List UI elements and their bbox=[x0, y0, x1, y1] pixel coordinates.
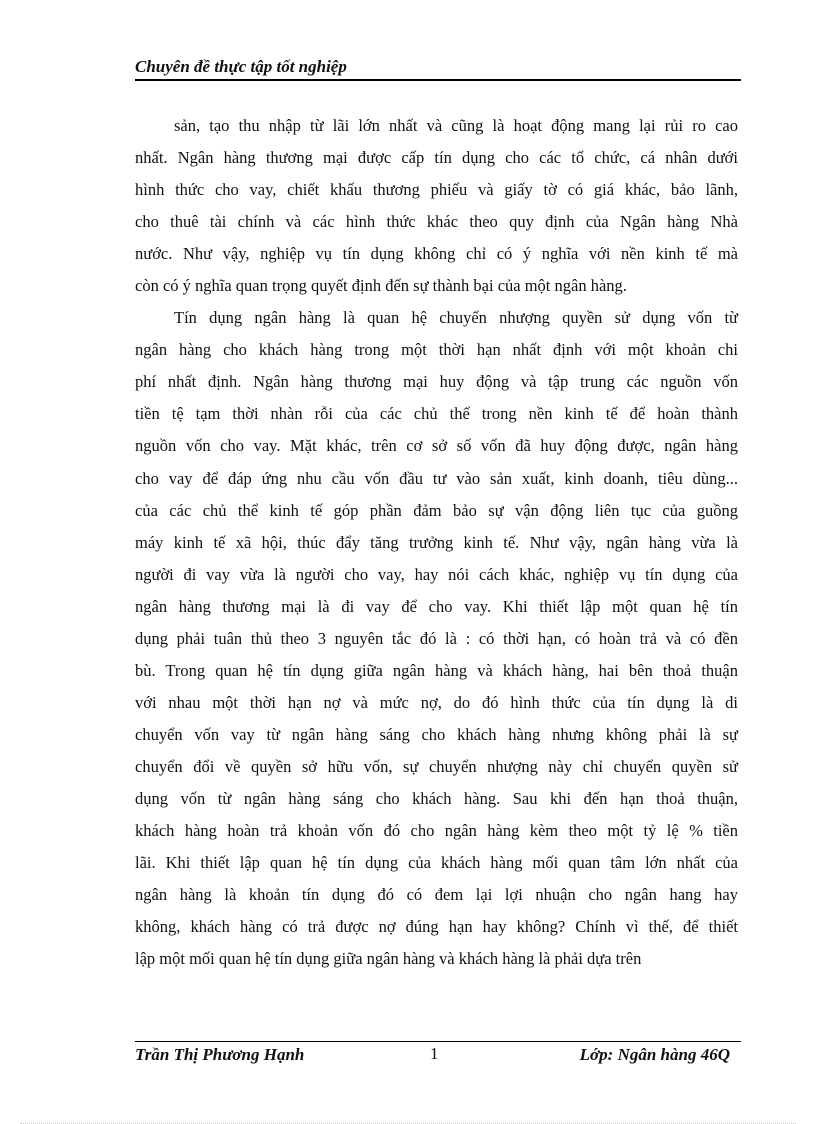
text-line: cho thuê tài chính và các hình thức khác theo quy định của Ngân hàng Nhà bbox=[135, 212, 738, 232]
text-line: ngân hàng thương mại là đi vay để cho vay. Khi thiết lập một quan hệ tín bbox=[135, 596, 738, 616]
text-line: không, khách hàng có trả được nợ đúng hạn hay không? Chính vì thế, để thiết bbox=[135, 917, 738, 937]
text-line: khách hàng hoàn trả khoản vốn đó cho ngân hàng kèm theo một tỷ lệ % tiền bbox=[135, 821, 738, 841]
text-line: ngân hàng là khoản tín dụng đó có đem lại lợi nhuận cho ngân hang hay bbox=[135, 885, 738, 905]
text-line: người đi vay vừa là người cho vay, hay nói cách khác, nghiệp vụ tín dụng của bbox=[135, 564, 738, 584]
text-line: máy kinh tế xã hội, thúc đẩy tăng trưởng kinh tế. Như vậy, ngân hàng vừa là bbox=[135, 532, 738, 552]
text-line: nguồn vốn cho vay. Mặt khác, trên cơ sở số vốn đã huy động được, ngân hàng bbox=[135, 436, 738, 456]
footer-author: Trần Thị Phương Hạnh bbox=[135, 1045, 305, 1064]
text-line: cho vay để đáp ứng nhu cầu vốn đầu tư vào sản xuất, kinh doanh, tiêu dùng... bbox=[135, 468, 738, 488]
text-line: sản, tạo thu nhập từ lãi lớn nhất và cũng là hoạt động mang lại rủi ro cao bbox=[174, 116, 738, 135]
text-line: nhất. Ngân hàng thương mại được cấp tín dụng cho các tổ chức, cá nhân dưới bbox=[135, 148, 738, 168]
text-line: với nhau một thời hạn nợ và mức nợ, do đó hình thức của tín dụng là di bbox=[135, 692, 738, 712]
text-line: chuyển đổi về quyền sở hữu vốn, sự chuyển nhượng này chỉ chuyển quyền sử bbox=[135, 756, 738, 776]
body-text bbox=[135, 110, 738, 975]
text-line: lãi. Khi thiết lập quan hệ tín dụng của khách hàng mối quan tâm lớn nhất của bbox=[135, 853, 738, 873]
text-line: bù. Trong quan hệ tín dụng giữa ngân hàng và khách hàng, hai bên thoả thuận bbox=[135, 660, 738, 680]
text-line: dụng vốn từ ngân hàng sáng cho khách hàng. Sau khi đến hạn thoả thuận, bbox=[135, 788, 738, 808]
header-title: Chuyên đề thực tập tốt nghiệp bbox=[135, 57, 347, 76]
text-line: Tín dụng ngân hàng là quan hệ chuyển nhượng quyền sử dụng vốn từ bbox=[174, 308, 738, 328]
text-line: phí nhất định. Ngân hàng thương mại huy động và tập trung các nguồn vốn bbox=[135, 372, 738, 392]
footer-divider bbox=[135, 1041, 741, 1042]
text-line: tiền tệ tạm thời nhàn rỗi của các chủ thể trong nền kinh tế để hoàn thành bbox=[135, 404, 738, 424]
text-line: dụng phải tuân thủ theo 3 nguyên tắc đó là : có thời hạn, có hoàn trả và có đền bbox=[135, 628, 738, 648]
text-line: lập một mối quan hệ tín dụng giữa ngân hàng và khách hàng là phải dựa trên bbox=[135, 949, 642, 969]
page-number: 1 bbox=[430, 1044, 439, 1063]
text-line: hình thức cho vay, chiết khấu thương phiếu và giấy tờ có giá khác, bảo lãnh, bbox=[135, 180, 738, 200]
text-line: chuyển vốn vay từ ngân hàng sáng cho khách hàng nhưng không phải là sự bbox=[135, 724, 738, 744]
text-line: của các chủ thể kinh tế góp phần đảm bảo sự vận động liên tục của guồng bbox=[135, 500, 738, 520]
text-line: còn có ý nghĩa quan trọng quyết định đến sự thành bại của một ngân hàng. bbox=[135, 276, 627, 296]
text-line: ngân hàng cho khách hàng trong một thời hạn nhất định với một khoản chi bbox=[135, 340, 738, 360]
footer-class: Lớp: Ngân hàng 46Q bbox=[579, 1045, 730, 1064]
page-header bbox=[135, 56, 741, 81]
text-line: nước. Như vậy, nghiệp vụ tín dụng không chỉ có ý nghĩa với nền kinh tế mà bbox=[135, 244, 738, 264]
